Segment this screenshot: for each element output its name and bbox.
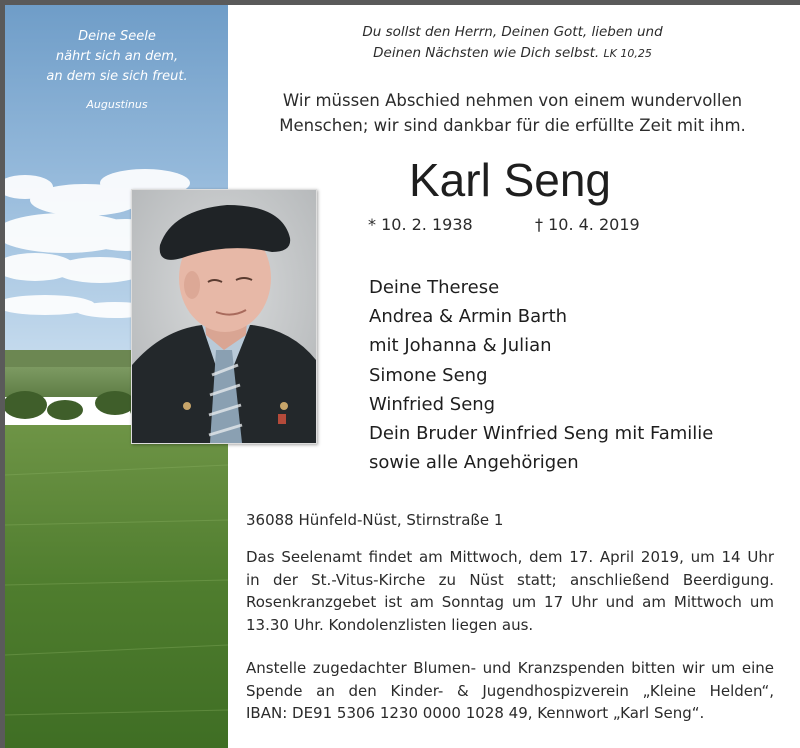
quote [17,27,217,115]
mourner: Deine Therese [369,277,500,298]
service-line: in der St.-Vitus-Kirche zu Nüst statt; anschließend Beerdigung. [246,570,774,589]
quote-line: an dem sie sich freut. [46,69,188,84]
life-dates [368,214,698,236]
bible-verse [240,22,785,64]
service-info [246,546,774,636]
bible-verse-line: Deinen Nächsten wie Dich selbst. [373,45,600,61]
mourner: Dein Bruder Winfried Seng mit Familie [369,423,714,445]
mourner: Simone Seng [369,364,488,386]
service-line: Das Seelenamt findet am Mittwoch, dem 17. April 2019, um 14 Uhr [246,548,774,566]
mourners-list [369,273,789,477]
address: 36088 Hünfeld-Nüst, Stirnstraße 1 [246,511,504,529]
mourner: mit Johanna & Julian [369,335,552,357]
intro-line: Wir müssen Abschied nehmen von einem wundervollen [282,91,743,110]
donation-line: Anstelle zugedachter Blumen- und Kranzspenden bitten wir um eine [246,659,774,677]
mourner: Andrea & Armin Barth [369,306,568,328]
bible-verse-line: Du sollst den Herrn, Deinen Gott, lieben und [362,24,663,40]
intro-text [240,88,785,138]
portrait-photo [131,189,317,444]
donation-line: IBAN: DE91 5306 1230 0000 1028 49, Kennwort „Karl Seng“. [246,704,705,722]
quote-line: nährt sich an dem, [55,49,179,64]
death-date: † 10. 4. 2019 [535,215,640,234]
service-line: 13.30 Uhr. Kondolenzlisten liegen aus. [246,615,534,634]
deceased-name: Karl Seng [408,154,611,206]
intro-line: Menschen; wir sind dankbar für die erfüllte Zeit mit ihm. [279,116,746,135]
mourner: sowie alle Angehörigen [369,452,579,474]
quote-author: Augustinus [86,98,148,111]
bible-reference: LK 10,25 [603,47,652,60]
birth-date: * 10. 2. 1938 [368,215,473,234]
service-line: Rosenkranzgebet ist am Sonntag um 17 Uhr und am Mittwoch um [246,593,774,611]
donation-info [246,657,774,725]
donation-line: Spende an den Kinder- & Jugendhospizverein „Kleine Helden“, [246,681,774,700]
quote-line: Deine Seele [78,29,156,44]
mourner: Winfried Seng [369,393,496,415]
